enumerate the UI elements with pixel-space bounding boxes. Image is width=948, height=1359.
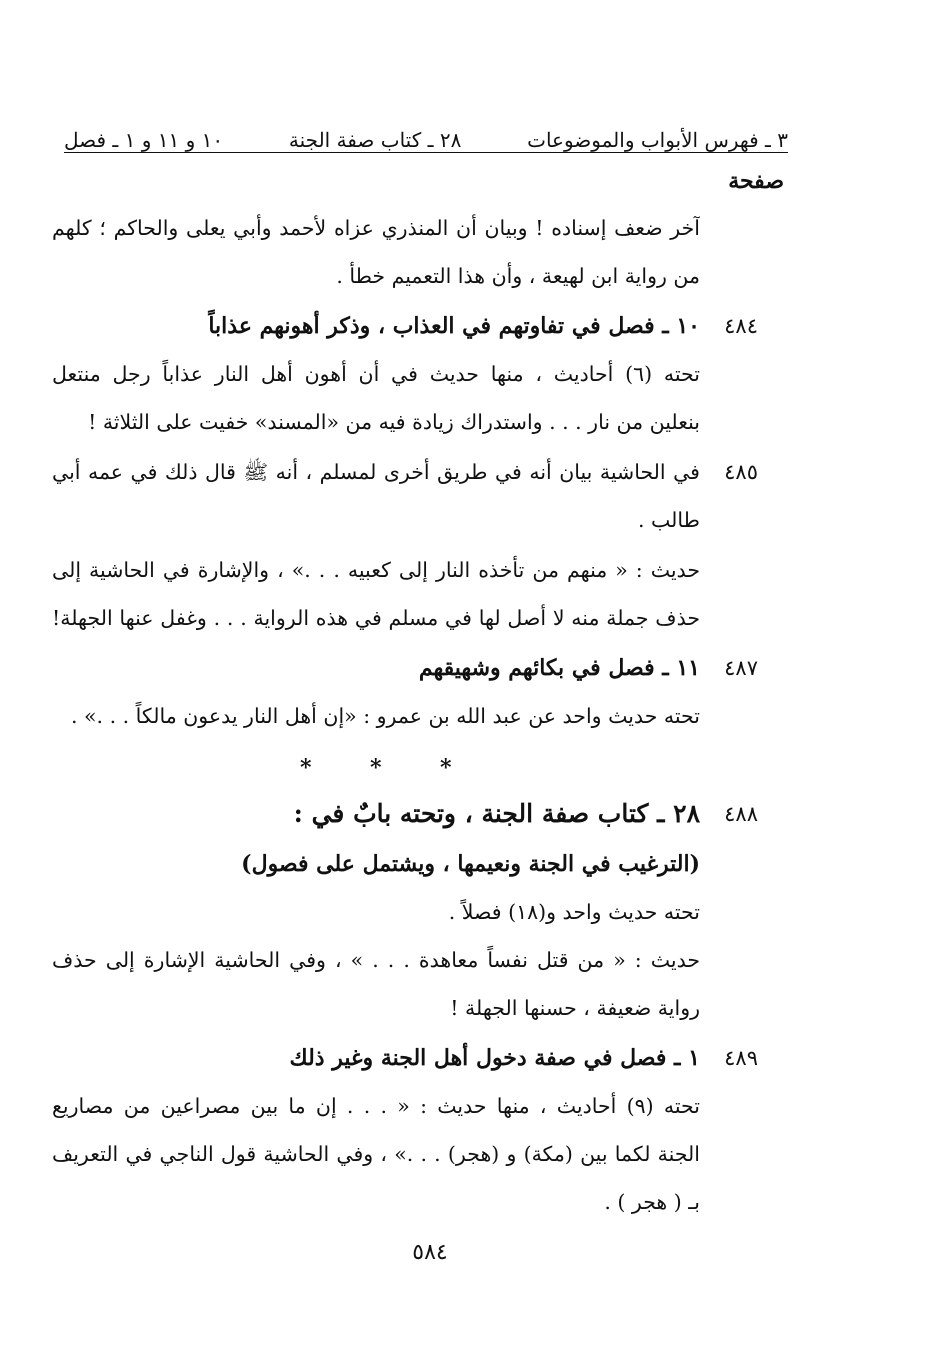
separator-star: *	[440, 755, 452, 781]
text-line: تحته (٦) أحاديث ، منها حديث في أن أهون أهل النار عذاباً رجل منتعل	[52, 362, 700, 386]
section-separator	[0, 755, 948, 789]
header-left-title: ١٠ و ١١ و ١ ـ فصل	[64, 128, 224, 152]
text-line: رواية ضعيفة ، حسنها الجهلة !	[450, 996, 700, 1020]
running-header	[64, 118, 788, 152]
text-line: بنعلين من نار . . . واستدراك زيادة فيه من «المسند» خفيت على الثلاثة !	[88, 410, 700, 434]
header-rule	[64, 152, 788, 153]
section-heading: ١٠ ـ فصل في تفاوتهم في العذاب ، وذكر أهونهم عذاباً	[208, 313, 700, 339]
text-line: آخر ضعف إسناده ! وبيان أن المنذري عزاه لأحمد وأبي يعلى والحاكم ؛ كلهم	[52, 216, 700, 240]
separator-star: *	[300, 755, 312, 781]
text-line: تحته (٩) أحاديث ، منها حديث : « . . . إن ما بين مصراعين من مصاريع	[52, 1094, 700, 1118]
book-heading: ٢٨ ـ كتاب صفة الجنة ، وتحته بابٌ في :	[293, 799, 700, 828]
text-line: حديث : « منهم من تأخذه النار إلى كعبيه . . .» ، والإشارة في الحاشية إلى	[52, 558, 700, 582]
entry-page-number: ٤٨٧	[724, 656, 758, 680]
page-number: ٥٨٤	[412, 1240, 448, 1265]
entry-page-number: ٤٨٩	[724, 1046, 758, 1070]
page-column-label: صفحة	[728, 168, 784, 194]
text-line: تحته حديث واحد و(١٨) فصلاً .	[448, 900, 700, 924]
section-heading: ١١ ـ فصل في بكائهم وشهيقهم	[418, 655, 700, 681]
text-line: بـ ( هجر ) .	[604, 1190, 700, 1214]
entry-page-number: ٤٨٨	[724, 802, 758, 826]
text-line: من رواية ابن لهيعة ، وأن هذا التعميم خطأ .	[336, 264, 700, 288]
entry-page-number: ٤٨٥	[724, 460, 758, 484]
text-line: طالب .	[638, 508, 700, 532]
section-heading: ١ ـ فصل في صفة دخول أهل الجنة وغير ذلك	[289, 1045, 700, 1071]
text-line: تحته حديث واحد عن عبد الله بن عمرو : «إن أهل النار يدعون مالكاً . . .» .	[70, 704, 700, 728]
text-line: الجنة لكما بين (مكة) و (هجر) . . .» ، وفي الحاشية قول الناجي في التعريف	[52, 1142, 700, 1166]
header-center-title: ٢٨ ـ كتاب صفة الجنة	[288, 128, 462, 152]
text-line: حديث : « من قتل نفساً معاهدة . . . » ، وفي الحاشية الإشارة إلى حذف	[52, 948, 700, 972]
header-right-title: ٣ ـ فهرس الأبواب والموضوعات	[527, 128, 788, 152]
text-line: في الحاشية بيان أنه في طريق أخرى لمسلم ، أنه ﷺ قال ذلك في عمه أبي	[52, 460, 700, 484]
separator-star: *	[370, 755, 382, 781]
chapter-subheading: (الترغيب في الجنة ونعيمها ، ويشتمل على فصول)	[241, 851, 700, 877]
text-line: حذف جملة منه لا أصل لها في مسلم في هذه الرواية . . . وغفل عنها الجهلة!	[52, 606, 700, 630]
entry-page-number: ٤٨٤	[724, 314, 758, 338]
